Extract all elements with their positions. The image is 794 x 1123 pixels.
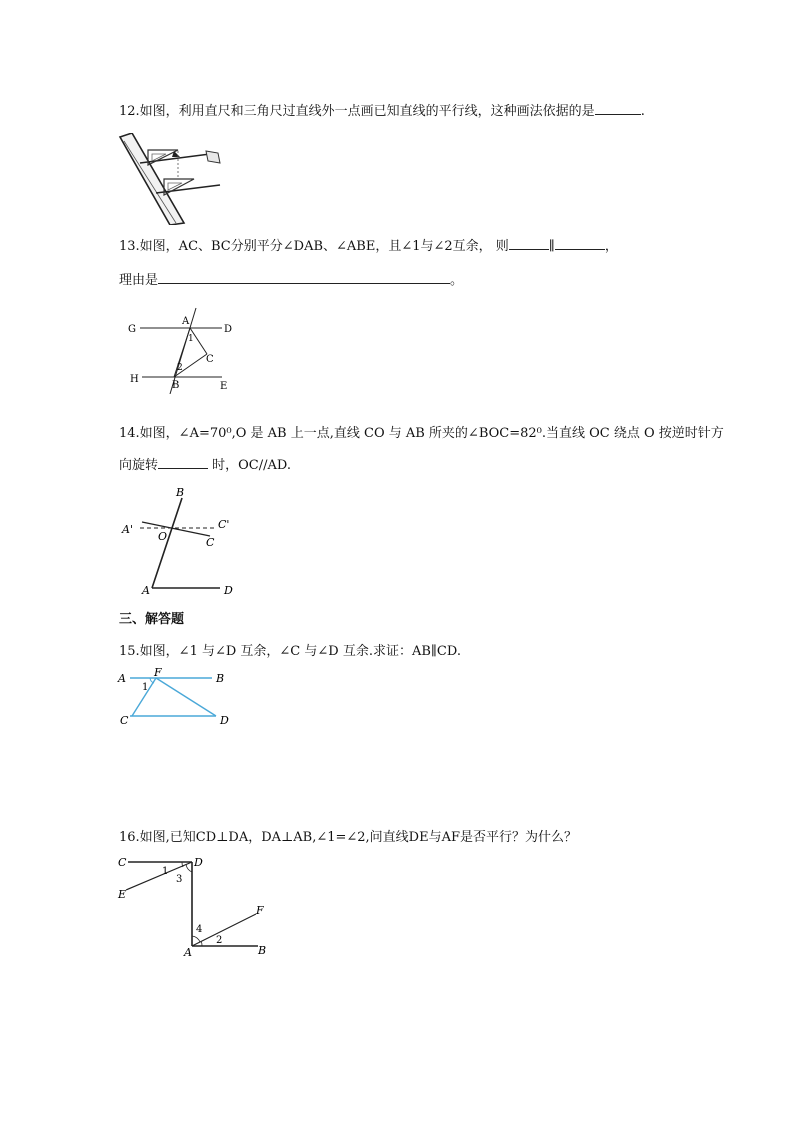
q14-answer-blank[interactable] <box>158 455 208 469</box>
q13-label-H: H <box>130 374 139 385</box>
q13-reason-line <box>119 270 463 290</box>
q13-blank-1[interactable] <box>509 236 549 250</box>
q15-label-A: A <box>118 672 126 685</box>
q13-reason-end: 。 <box>450 273 464 288</box>
q15-label-C: C <box>120 714 129 727</box>
q13-question: 13.如图，AC、BC分别平分∠DAB、∠ABE，且∠1与∠2互余， 则 <box>119 239 509 254</box>
q13-end: ， <box>604 239 618 254</box>
q16-label-1: 1 <box>162 866 169 877</box>
q14-figure <box>120 484 240 598</box>
q13-label-B: B <box>172 380 180 391</box>
q12-figure <box>118 133 228 225</box>
q15-text: 15.如图，∠1 与∠D 互余，∠C 与∠D 互余.求证：AB∥CD. <box>119 644 461 659</box>
q14-line2 <box>119 455 291 475</box>
q13-label-D: D <box>224 324 233 335</box>
q16-figure <box>116 852 272 958</box>
q14-line2-prefix: 向旋转 <box>119 458 159 473</box>
q12-question: 12.如图，利用直尺和三角尺过直线外一点画已知直线的平行线，这种画法依据的是 <box>119 104 595 119</box>
q13-reason-blank[interactable] <box>158 270 450 284</box>
q14-label-B: B <box>176 486 185 499</box>
segment-FD <box>156 678 216 716</box>
q12-text <box>119 101 645 121</box>
q14-label-A1: A' <box>122 523 133 536</box>
q14-label-C1: C' <box>218 518 230 531</box>
q16-label-2: 2 <box>216 935 223 946</box>
q14-label-C: C <box>206 536 215 549</box>
q14-label-O: O <box>158 530 168 543</box>
q13-label-G: G <box>128 324 136 335</box>
q16-text: 16.如图,已知CD⊥DA，DA⊥AB,∠1=∠2,问直线DE与AF是否平行？为什么？ <box>119 830 577 845</box>
q12-end: . <box>640 104 645 119</box>
q16-label-4: 4 <box>196 924 203 935</box>
q15-label-1: 1 <box>142 682 149 693</box>
q14-line2-suffix: 时，OC//AD. <box>208 458 291 473</box>
q13-text <box>119 236 618 256</box>
q16-label-A: A <box>184 946 192 958</box>
q14-line1: 14.如图，∠A=70⁰,O 是 AB 上一点,直线 CO 与 AB 所夹的∠BOC=82⁰.当直线 OC 绕点 O 按逆时针方 <box>119 426 724 441</box>
q16-label-3: 3 <box>176 874 183 885</box>
q16-label-B: B <box>258 944 267 957</box>
ruler-edge <box>124 141 176 223</box>
q13-label-E: E <box>220 381 228 392</box>
q15-figure <box>116 668 236 730</box>
q15-label-B: B <box>216 672 225 685</box>
q12-answer-blank[interactable] <box>595 101 641 115</box>
q14-label-A: A <box>142 584 150 597</box>
section-heading: 三、解答题 <box>119 612 185 627</box>
q14-label-D: D <box>224 584 233 597</box>
q13-figure <box>124 306 236 394</box>
q13-label-2: 2 <box>177 363 183 373</box>
q13-label-A: A <box>182 316 190 327</box>
triangle-lower <box>164 179 194 195</box>
q13-label-1: 1 <box>188 334 194 344</box>
q16-label-E: E <box>118 888 127 901</box>
q13-parallel: ∥ <box>548 239 555 254</box>
triangle-upper <box>148 150 178 165</box>
q13-blank-2[interactable] <box>555 236 605 250</box>
q16-label-F: F <box>256 904 264 917</box>
q13-label-C: C <box>206 354 214 365</box>
q15-label-D: D <box>220 714 229 727</box>
lower-line <box>156 185 220 193</box>
q15-label-F: F <box>154 668 162 679</box>
pencil-icon <box>206 151 220 163</box>
q16-label-D: D <box>194 856 203 869</box>
q13-reason-prefix: 理由是 <box>119 273 159 288</box>
line-OC <box>142 522 210 536</box>
q16-label-C: C <box>118 856 127 869</box>
line-AB <box>152 498 182 588</box>
